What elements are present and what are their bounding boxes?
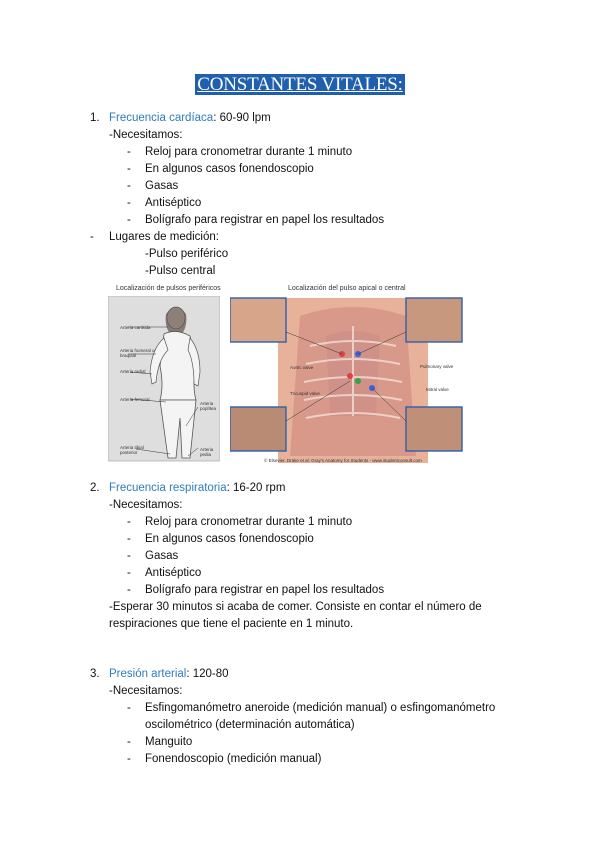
figure-left-label: Arteria radial (120, 369, 146, 374)
list-item: -Pulso central (145, 265, 216, 277)
section-2-value: : 16-20 rpm (226, 482, 286, 494)
bullet-dash: - (127, 516, 131, 528)
figure-right-label: Mitral valve (426, 387, 449, 392)
chest-illustration (230, 296, 476, 471)
list-item: Antiséptico (145, 197, 202, 209)
list-item: Antiséptico (145, 567, 202, 579)
figure-right-label: Aortic valve (290, 365, 314, 370)
section-2-heading (109, 482, 285, 494)
bullet-dash: - (127, 163, 131, 175)
figure-left-label: Arteria humeral o braquial (120, 348, 155, 358)
places-dash: - (90, 231, 94, 243)
bullet-dash: - (127, 197, 131, 209)
list-item: Bolígrafo para registrar en papel los resultados (145, 214, 385, 226)
bullet-dash: - (127, 753, 131, 765)
page-title: CONSTANTES VITALES: (197, 74, 403, 95)
list-item: Gasas (145, 550, 179, 562)
section-1-value: : 60-90 lpm (213, 112, 271, 124)
list-item: Gasas (145, 180, 179, 192)
list-item: Reloj para cronometrar durante 1 minuto (145, 146, 353, 158)
section-1-heading (109, 112, 271, 124)
bullet-dash: - (127, 550, 131, 562)
figure-left-label: Arteria tibial posterior (120, 445, 144, 455)
list-item: En algunos casos fonendoscopio (145, 163, 314, 175)
figure-left-label: Arteria pedia (200, 447, 214, 457)
section-1-need: -Necesitamos: (109, 129, 183, 141)
bullet-dash: - (127, 584, 131, 596)
section-3-heading (109, 668, 229, 680)
list-item: En algunos casos fonendoscopio (145, 533, 314, 545)
bullet-dash: - (127, 146, 131, 158)
bullet-dash: - (127, 180, 131, 192)
bullet-dash: - (127, 567, 131, 579)
bullet-dash: - (127, 214, 131, 226)
section-3-label: Presión arterial (109, 668, 187, 680)
bullet-dash: - (127, 736, 131, 748)
section-3-number: 3. (90, 668, 100, 680)
bullet-dash: - (127, 533, 131, 545)
figure-left-label: Arteria poplítea (200, 401, 217, 411)
list-item: -Pulso periférico (145, 248, 229, 260)
section-2-label: Frecuencia respiratoria (109, 482, 227, 494)
section-2-number: 2. (90, 482, 100, 494)
section-2-note: -Esperar 30 minutos si acaba de comer. Consiste en contar el número de (109, 601, 482, 613)
figure-left-caption: Localización de pulsos periféricos (116, 285, 221, 292)
figure-right-label: Tricuspid valve (290, 391, 320, 396)
figure-left-label: Arteria femoral (120, 397, 150, 402)
apical-pulse-figure (230, 285, 476, 470)
section-1-number: 1. (90, 112, 100, 124)
list-item: Esfingomanómetro aneroide (medición manual) o esfingomanómetro (145, 702, 496, 714)
peripheral-pulses-figure (108, 285, 220, 470)
section-2-need: -Necesitamos: (109, 499, 183, 511)
bullet-dash: - (127, 702, 131, 714)
figure-credit: © Elsevier. Drake et al: Gray's Anatomy for Students - www.studentconsult.com (264, 458, 422, 463)
section-3-value: : 120-80 (186, 668, 229, 680)
list-item: Bolígrafo para registrar en papel los resultados (145, 584, 385, 596)
list-item: Reloj para cronometrar durante 1 minuto (145, 516, 353, 528)
list-item: Fonendoscopio (medición manual) (145, 753, 322, 765)
places-heading: Lugares de medición: (109, 231, 219, 243)
figure-left-label: Arteria carótida (120, 325, 151, 330)
section-3-need: -Necesitamos: (109, 685, 183, 697)
section-1-label: Frecuencia cardíaca (109, 112, 214, 124)
section-2-note: respiraciones que tiene el paciente en 1 minuto. (109, 618, 354, 630)
figure-right-caption: Localización del pulso apical o central (288, 285, 406, 292)
list-item: Manguito (145, 736, 193, 748)
figure-right-label: Pulmonary valve (420, 364, 454, 369)
list-item-continued: oscilométrico (determinación automática) (145, 719, 355, 731)
